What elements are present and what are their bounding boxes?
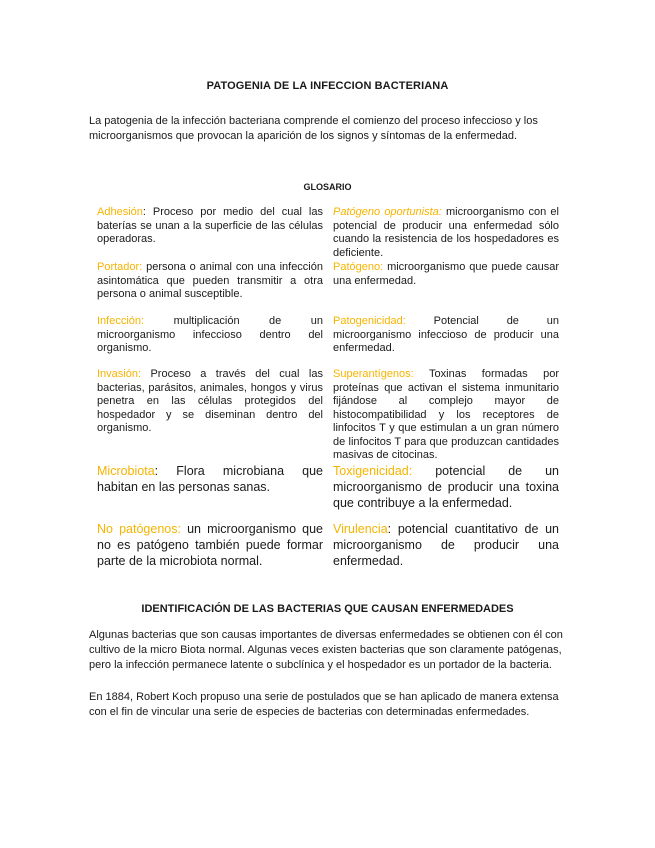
glossary-entry-patogenicidad — [333, 315, 559, 356]
glossary-def: Proceso a través del cual las bacterias, parásitos, animales, hongos y virus penetra en las células protegidos del hospedador y se diseminan dentro del organismo. — [97, 368, 323, 434]
glossary-term: Patógeno oportunista: — [333, 206, 442, 218]
glossary-entry-infeccion — [97, 315, 323, 356]
glossary-title: GLOSARIO — [303, 182, 352, 192]
glossary-entry-invasion — [97, 368, 323, 436]
glossary-def: multiplicación de un microorganismo infeccioso dentro del organismo. — [97, 315, 323, 354]
glossary-def: Proceso por medio del cual las baterías se unan a la superficie de las células operadoras. — [97, 206, 323, 245]
glossary-def: un microorganismo que no es patógeno también puede formar parte de la microbiota normal. — [97, 522, 324, 568]
glossary-sep — [406, 315, 434, 327]
glossary-sep: : — [142, 206, 153, 218]
glossary-entry-superantigenos — [333, 368, 559, 463]
glossary-entry-portador — [97, 261, 323, 302]
glossary-entry-toxigenicidad — [333, 463, 559, 511]
glossary-sep: : — [387, 522, 398, 536]
glossary-term: Infección: — [97, 315, 145, 327]
glossary-def: persona o animal con una infección asintomática que pueden transmitir a otra persona o animal susceptible. — [97, 261, 323, 300]
glossary-sep — [412, 464, 435, 478]
glossary-term: Patogenicidad: — [333, 315, 406, 327]
glossary-term: Toxigenicidad: — [333, 464, 413, 478]
glossary-entry-microbiota — [97, 463, 323, 495]
glossary-def: microorganismo con el potencial de producir una enfermedad sólo cuando la resistencia de los hospedadores es deficiente. — [333, 206, 559, 259]
glossary-term: Virulencia — [333, 522, 388, 536]
glossary-entry-patogeno — [333, 261, 559, 288]
glossary-def: Potencial de un microorganismo infeccioso de producir una enfermedad. — [333, 315, 559, 354]
glossary-sep — [414, 368, 429, 380]
glossary-term: Invasión: — [97, 368, 142, 380]
glossary-term: Superantígenos: — [333, 368, 414, 380]
glossary-term: Patógeno: — [333, 261, 384, 273]
glossary-sep: : — [154, 464, 177, 478]
glossary-term: No patógenos: — [97, 522, 181, 536]
glossary-entry-adhesion — [97, 206, 323, 247]
glossary-def: potencial cuantitativo de un microorganismo de producir una enfermedad. — [333, 522, 559, 568]
body-paragraph-2: En 1884, Robert Koch propuso una serie de postulados que se han aplicado de manera extensa con el fin de vincular una serie de especies de bacterias con determinadas enfermedades. — [89, 691, 559, 718]
glossary-def: Flora microbiana que habitan en las personas sanas. — [97, 464, 324, 494]
section-title: IDENTIFICACIÓN DE LAS BACTERIAS QUE CAUSAN ENFERMEDADES — [141, 603, 514, 615]
body-paragraph-1: Algunas bacterias que son causas importantes de diversas enfermedades se obtienen con él con cultivo de la micro Biota normal. Algunas veces existen bacterias que son claramente patógenas, pero la infección permanece latente o subclínica y el hospedador es un portador de la bacteria. — [89, 629, 563, 671]
glossary-def: Toxinas formadas por proteínas que activan el sistema inmunitario fijándose al complejo mayor de histocompatibilidad y los receptores de linfocitos T y que estimulan a un gran número de linfocitos T para que produzcan cantidades masivas de citocinas. — [333, 368, 559, 461]
glossary-def: microorganismo que puede causar una enfermedad. — [333, 261, 560, 287]
glossary-term: Microbiota — [97, 464, 155, 478]
glossary-def: potencial de un microorganismo de producir una toxina que contribuye a la enfermedad. — [333, 464, 559, 510]
glossary-entry-patogeno-oportunista — [333, 206, 559, 260]
glossary-term: Adhesión — [97, 206, 143, 218]
glossary-entry-no-patogenos — [97, 521, 323, 569]
glossary-entry-virulencia — [333, 521, 559, 569]
glossary-sep — [144, 315, 173, 327]
intro-paragraph: La patogenia de la infección bacteriana comprende el comienzo del proceso infeccioso y los microorganismos que provocan la aparición de los signos y síntomas de la enfermedad. — [89, 115, 538, 142]
page-title: PATOGENIA DE LA INFECCION BACTERIANA — [206, 80, 449, 92]
glossary-term: Portador: — [97, 261, 143, 273]
